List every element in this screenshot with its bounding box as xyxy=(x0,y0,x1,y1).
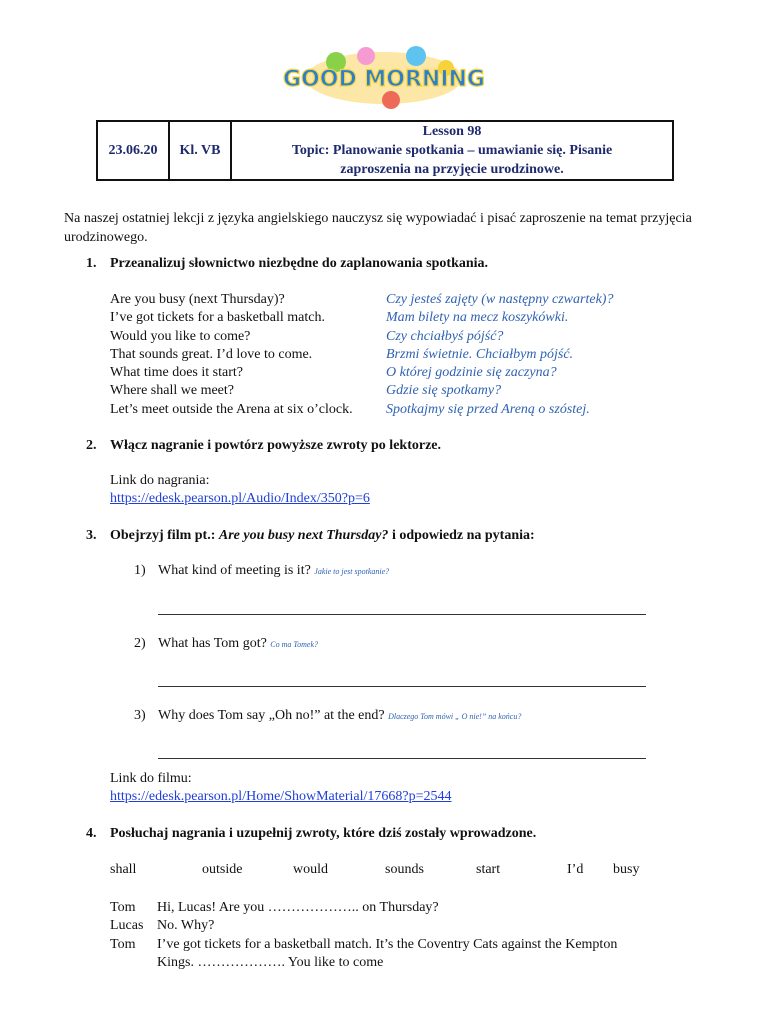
phrase-pl: Mam bilety na mecz koszykówki. xyxy=(386,310,569,326)
word-bank-item: start xyxy=(476,862,501,877)
question-number: 3) xyxy=(134,708,146,723)
section-2-heading xyxy=(86,438,441,454)
section-number: 4. xyxy=(86,826,97,841)
phrase-pl: O której godzinie się zaczyna? xyxy=(386,365,557,381)
topic-line-2: zaproszenia na przyjęcie urodzinowe. xyxy=(340,162,564,177)
phrase-pl: Czy chciałbyś pójść? xyxy=(386,328,504,344)
phrase-pl: Brzmi świetnie. Chciałbym pójść. xyxy=(386,346,574,362)
section-4-heading xyxy=(86,826,536,842)
phrase-en: Would you like to come? xyxy=(110,328,251,344)
dialogue-line xyxy=(110,917,617,935)
film-link[interactable]: https://edesk.pearson.pl/Home/ShowMaterial/17668?p=2544 xyxy=(110,789,452,804)
lesson-header-table xyxy=(96,120,674,181)
speaker: Tom xyxy=(110,900,136,915)
phrase-en: I’ve got tickets for a basketball match. xyxy=(110,310,325,326)
speaker: Lucas xyxy=(110,918,144,934)
phrase-pl: Czy jesteś zajęty (w następny czwartek)? xyxy=(386,292,614,307)
section-number: 2. xyxy=(86,438,97,453)
dialogue-text: Kings. ………………. You like to come xyxy=(157,954,384,970)
dialogue-line xyxy=(110,899,617,917)
word-bank-item: would xyxy=(293,862,328,877)
class-name: Kl. VB xyxy=(169,121,231,180)
recording-link[interactable]: https://edesk.pearson.pl/Audio/Index/350?p=6 xyxy=(110,491,370,506)
recording-label: Link do nagrania: xyxy=(110,473,210,488)
question-2 xyxy=(134,636,318,652)
section-number: 3. xyxy=(86,528,97,543)
section-title-end: i odpowiedz na pytania: xyxy=(388,528,535,543)
question-text: What has Tom got? xyxy=(158,636,267,651)
phrase-en: Where shall we meet? xyxy=(110,383,234,399)
question-3 xyxy=(134,708,521,724)
section-title: Obejrzyj film pt.: xyxy=(110,528,219,543)
answer-line-3[interactable] xyxy=(158,758,646,759)
phrase-en: Let’s meet outside the Arena at six o’clock. xyxy=(110,401,353,417)
phrase-pl: Gdzie się spotkamy? xyxy=(386,383,502,399)
phrases-english xyxy=(110,291,353,419)
intro-text: Na naszej ostatniej lekcji z języka angielskiego nauczysz się wypowiadać i pisać zaproszenie na temat przyjęcia urodzinowego. xyxy=(64,211,692,245)
film-title: Are you busy next Thursday? xyxy=(218,528,389,543)
word-bank-item: outside xyxy=(202,862,243,877)
phrase-pl: Spotkajmy się przed Areną o szóstej. xyxy=(386,401,590,417)
section-number: 1. xyxy=(86,256,97,271)
film-label: Link do filmu: xyxy=(110,771,192,786)
question-number: 2) xyxy=(134,636,146,651)
section-1-heading xyxy=(86,256,488,272)
dialogue-text: I’ve got tickets for a basketball match. It’s the Coventry Cats against the Kempton xyxy=(157,936,618,952)
phrase-en: What time does it start? xyxy=(110,365,243,381)
question-text: What kind of meeting is it? xyxy=(158,563,311,578)
word-bank-item: busy xyxy=(613,862,640,877)
word-bank-item: I’d xyxy=(567,862,584,877)
dialogue xyxy=(110,899,617,972)
word-bank-item: shall xyxy=(110,862,137,877)
lesson-topic-cell xyxy=(231,121,673,180)
section-title: Posłuchaj nagrania i uzupełnij zwroty, które dziś zostały wprowadzone. xyxy=(110,826,537,841)
dialogue-line xyxy=(110,954,617,972)
phrases-polish xyxy=(386,291,613,419)
section-title: Włącz nagranie i powtórz powyższe zwroty po lektorze. xyxy=(110,438,441,453)
question-hint: Jakie to jest spotkanie? xyxy=(314,567,390,576)
svg-text:GOOD MORNING: GOOD MORNING xyxy=(283,67,485,92)
topic-line-1: Topic: Planowanie spotkania – umawianie się. Pisanie xyxy=(291,143,613,158)
dialogue-text: Hi, Lucas! Are you ……………….. on Thursday? xyxy=(157,900,439,915)
phrase-en: Are you busy (next Thursday)? xyxy=(110,292,285,307)
lesson-date: 23.06.20 xyxy=(97,121,169,180)
good-morning-logo xyxy=(283,42,485,112)
question-number: 1) xyxy=(134,563,146,578)
lesson-number: Lesson 98 xyxy=(422,124,482,139)
phrase-en: That sounds great. I’d love to come. xyxy=(110,346,313,362)
question-1 xyxy=(134,563,389,579)
answer-line-1[interactable] xyxy=(158,614,646,615)
section-3-heading xyxy=(86,528,535,544)
word-bank-item: sounds xyxy=(385,862,424,877)
question-hint: Dlaczego Tom mówi „ O nie!” na końcu? xyxy=(388,712,522,721)
question-text: Why does Tom say „Oh no!” at the end? xyxy=(158,708,385,723)
answer-line-2[interactable] xyxy=(158,686,646,687)
question-hint: Co ma Tomek? xyxy=(270,640,319,649)
dialogue-line xyxy=(110,936,617,954)
dialogue-text: No. Why? xyxy=(157,918,215,934)
speaker: Tom xyxy=(110,936,136,952)
section-title: Przeanalizuj słownictwo niezbędne do zaplanowania spotkania. xyxy=(110,256,489,271)
